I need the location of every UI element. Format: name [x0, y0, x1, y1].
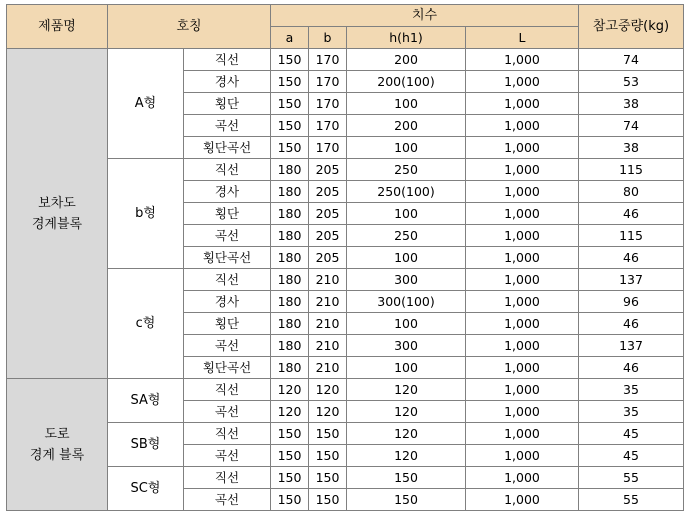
row-l-cell: 1,000: [466, 313, 579, 335]
row-l-cell: 1,000: [466, 291, 579, 313]
table-body: [7, 49, 684, 511]
row-weight-cell: 35: [579, 401, 684, 423]
row-shape-cell: 직선: [184, 159, 271, 181]
row-a-cell: 150: [271, 115, 309, 137]
row-h-cell: 250(100): [347, 181, 466, 203]
row-b-cell: 210: [309, 291, 347, 313]
row-shape-cell: 직선: [184, 379, 271, 401]
row-weight-cell: 137: [579, 269, 684, 291]
row-a-cell: 150: [271, 71, 309, 93]
row-a-cell: 180: [271, 181, 309, 203]
row-b-cell: 205: [309, 225, 347, 247]
header-h: h(h1): [347, 27, 466, 49]
group-name-line2: 경계 블록: [29, 447, 85, 463]
row-h-cell: 200: [347, 115, 466, 137]
row-h-cell: 300: [347, 335, 466, 357]
row-b-cell: 205: [309, 247, 347, 269]
row-a-cell: 180: [271, 291, 309, 313]
row-a-cell: 150: [271, 93, 309, 115]
row-a-cell: 150: [271, 445, 309, 467]
header-dimensions: 치수: [271, 5, 579, 27]
row-b-cell: 210: [309, 313, 347, 335]
row-l-cell: 1,000: [466, 137, 579, 159]
row-weight-cell: 46: [579, 313, 684, 335]
row-l-cell: 1,000: [466, 71, 579, 93]
row-shape-cell: 경사: [184, 181, 271, 203]
row-b-cell: 210: [309, 357, 347, 379]
row-l-cell: 1,000: [466, 159, 579, 181]
row-weight-cell: 45: [579, 445, 684, 467]
row-b-cell: 170: [309, 71, 347, 93]
row-l-cell: 1,000: [466, 335, 579, 357]
header-b: b: [309, 27, 347, 49]
row-a-cell: 150: [271, 49, 309, 71]
row-shape-cell: 곡선: [184, 225, 271, 247]
row-l-cell: 1,000: [466, 467, 579, 489]
type-name-cell: A형: [108, 49, 184, 159]
table-row: [7, 269, 684, 291]
row-b-cell: 150: [309, 423, 347, 445]
row-l-cell: 1,000: [466, 401, 579, 423]
row-b-cell: 170: [309, 137, 347, 159]
row-a-cell: 150: [271, 467, 309, 489]
row-h-cell: 120: [347, 379, 466, 401]
row-shape-cell: 횡단곡선: [184, 247, 271, 269]
table-row: [7, 159, 684, 181]
row-h-cell: 100: [347, 203, 466, 225]
row-weight-cell: 38: [579, 137, 684, 159]
row-l-cell: 1,000: [466, 423, 579, 445]
row-weight-cell: 115: [579, 225, 684, 247]
row-a-cell: 180: [271, 335, 309, 357]
row-weight-cell: 74: [579, 115, 684, 137]
row-h-cell: 250: [347, 159, 466, 181]
row-a-cell: 180: [271, 203, 309, 225]
row-h-cell: 300(100): [347, 291, 466, 313]
header-designation: 호칭: [108, 5, 271, 49]
row-h-cell: 120: [347, 401, 466, 423]
row-h-cell: 100: [347, 357, 466, 379]
row-shape-cell: 직선: [184, 423, 271, 445]
table-row: [7, 379, 684, 401]
row-h-cell: 150: [347, 467, 466, 489]
header-l: L: [466, 27, 579, 49]
row-a-cell: 180: [271, 357, 309, 379]
group-name-line1: 도로: [44, 426, 70, 442]
row-b-cell: 170: [309, 49, 347, 71]
table-row: [7, 467, 684, 489]
row-h-cell: 200: [347, 49, 466, 71]
row-h-cell: 100: [347, 93, 466, 115]
row-weight-cell: 80: [579, 181, 684, 203]
row-weight-cell: 74: [579, 49, 684, 71]
type-name-cell: SA형: [108, 379, 184, 423]
row-b-cell: 205: [309, 159, 347, 181]
type-name-cell: c형: [108, 269, 184, 379]
row-l-cell: 1,000: [466, 247, 579, 269]
row-b-cell: 170: [309, 93, 347, 115]
row-a-cell: 180: [271, 247, 309, 269]
row-a-cell: 180: [271, 225, 309, 247]
row-weight-cell: 115: [579, 159, 684, 181]
table-row: [7, 49, 684, 71]
row-l-cell: 1,000: [466, 379, 579, 401]
row-weight-cell: 46: [579, 247, 684, 269]
row-h-cell: 100: [347, 247, 466, 269]
row-a-cell: 150: [271, 423, 309, 445]
row-l-cell: 1,000: [466, 357, 579, 379]
block-specification-table: [6, 4, 684, 511]
header-weight: 참고중량(kg): [579, 5, 684, 49]
row-shape-cell: 직선: [184, 269, 271, 291]
row-weight-cell: 46: [579, 203, 684, 225]
row-a-cell: 150: [271, 137, 309, 159]
row-weight-cell: 53: [579, 71, 684, 93]
row-h-cell: 200(100): [347, 71, 466, 93]
row-b-cell: 120: [309, 379, 347, 401]
row-weight-cell: 96: [579, 291, 684, 313]
row-shape-cell: 곡선: [184, 115, 271, 137]
row-b-cell: 150: [309, 467, 347, 489]
row-shape-cell: 횡단: [184, 313, 271, 335]
row-weight-cell: 35: [579, 379, 684, 401]
row-a-cell: 180: [271, 159, 309, 181]
row-shape-cell: 곡선: [184, 335, 271, 357]
header-row-1: [7, 5, 684, 27]
row-shape-cell: 횡단곡선: [184, 137, 271, 159]
row-b-cell: 150: [309, 445, 347, 467]
row-h-cell: 100: [347, 313, 466, 335]
group-name-line2: 경계블록: [31, 216, 83, 232]
row-h-cell: 100: [347, 137, 466, 159]
row-a-cell: 150: [271, 489, 309, 511]
row-shape-cell: 횡단곡선: [184, 357, 271, 379]
row-shape-cell: 횡단: [184, 93, 271, 115]
row-shape-cell: 횡단: [184, 203, 271, 225]
row-shape-cell: 곡선: [184, 401, 271, 423]
group-name-cell: [7, 49, 108, 379]
row-l-cell: 1,000: [466, 225, 579, 247]
row-h-cell: 120: [347, 423, 466, 445]
row-l-cell: 1,000: [466, 49, 579, 71]
row-shape-cell: 곡선: [184, 489, 271, 511]
row-b-cell: 205: [309, 203, 347, 225]
row-weight-cell: 46: [579, 357, 684, 379]
row-weight-cell: 55: [579, 489, 684, 511]
header-a: a: [271, 27, 309, 49]
row-shape-cell: 경사: [184, 291, 271, 313]
row-weight-cell: 45: [579, 423, 684, 445]
type-name-cell: b형: [108, 159, 184, 269]
row-weight-cell: 55: [579, 467, 684, 489]
row-shape-cell: 곡선: [184, 445, 271, 467]
type-name-cell: SB형: [108, 423, 184, 467]
row-h-cell: 250: [347, 225, 466, 247]
group-name-line1: 보차도: [38, 195, 76, 211]
row-weight-cell: 38: [579, 93, 684, 115]
row-h-cell: 300: [347, 269, 466, 291]
row-l-cell: 1,000: [466, 445, 579, 467]
row-a-cell: 120: [271, 379, 309, 401]
row-a-cell: 120: [271, 401, 309, 423]
row-b-cell: 205: [309, 181, 347, 203]
row-l-cell: 1,000: [466, 93, 579, 115]
row-h-cell: 150: [347, 489, 466, 511]
group-name-cell: [7, 379, 108, 511]
row-b-cell: 210: [309, 269, 347, 291]
type-name-cell: SC형: [108, 467, 184, 511]
row-l-cell: 1,000: [466, 181, 579, 203]
row-l-cell: 1,000: [466, 115, 579, 137]
row-a-cell: 180: [271, 269, 309, 291]
header-product-name: 제품명: [7, 5, 108, 49]
row-weight-cell: 137: [579, 335, 684, 357]
row-shape-cell: 직선: [184, 467, 271, 489]
row-b-cell: 120: [309, 401, 347, 423]
row-a-cell: 180: [271, 313, 309, 335]
row-b-cell: 210: [309, 335, 347, 357]
row-b-cell: 170: [309, 115, 347, 137]
table-row: [7, 423, 684, 445]
row-b-cell: 150: [309, 489, 347, 511]
row-l-cell: 1,000: [466, 203, 579, 225]
row-h-cell: 120: [347, 445, 466, 467]
row-l-cell: 1,000: [466, 269, 579, 291]
row-shape-cell: 경사: [184, 71, 271, 93]
row-shape-cell: 직선: [184, 49, 271, 71]
table-header: [7, 5, 684, 49]
row-l-cell: 1,000: [466, 489, 579, 511]
